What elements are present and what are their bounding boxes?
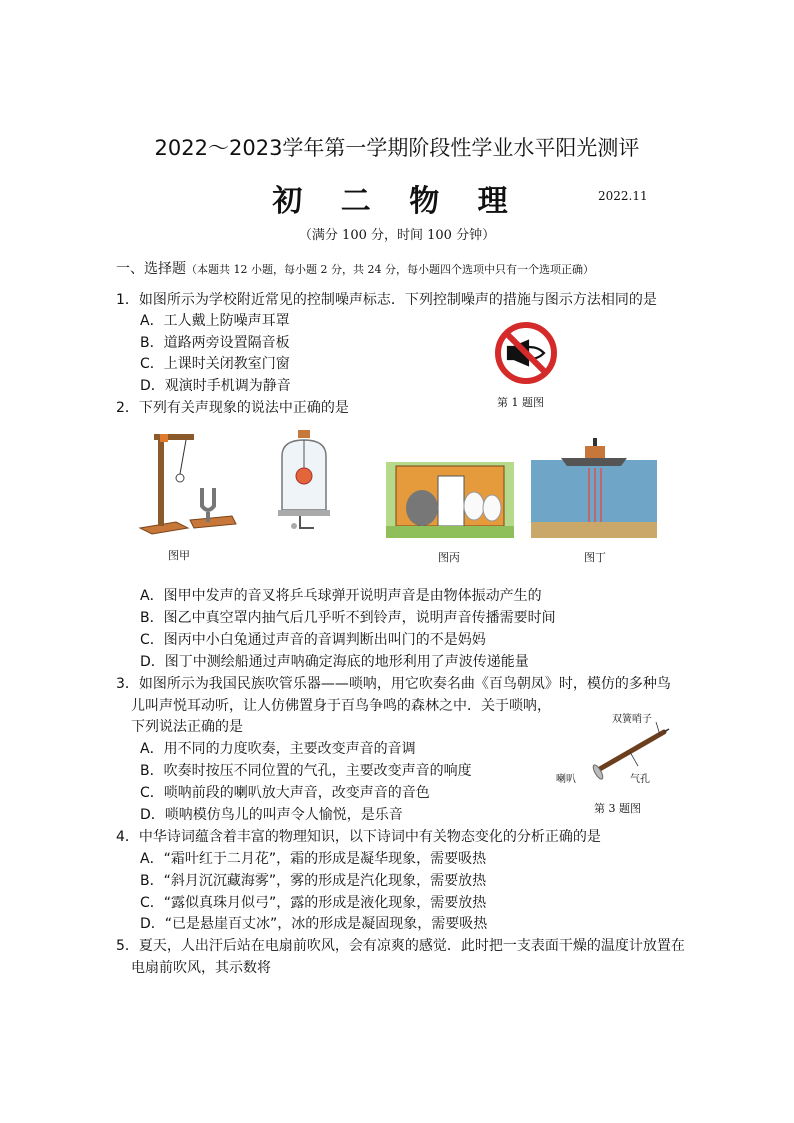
q1-option-a: A．工人戴上防噪声耳罩 <box>140 313 290 329</box>
subject-title: 初 二 物 理 <box>272 184 522 219</box>
q5-stem-line2: 电扇前吹风，其示数将 <box>131 960 271 976</box>
q3-stem-line2: 儿叫声悦耳动听，让人仿佛置身于百鸟争鸣的森林之中．关于唢呐， <box>131 698 551 714</box>
q3-stem-line1: 3．如图所示为我国民族吹管乐器——唢呐，用它吹奏名曲《百鸟朝凤》时，模仿的多种鸟 <box>116 676 671 692</box>
q2-option-a: A．图甲中发声的音叉将乒乓球弹开说明声音是由物体振动产生的 <box>140 588 542 604</box>
q1-option-b: B．道路两旁设置隔音板 <box>140 335 290 351</box>
section-heading <box>116 258 594 278</box>
q1-figure-caption: 第 1 题图 <box>497 396 544 409</box>
q3-option-a: A．用不同的力度吹奏，主要改变声音的音调 <box>140 741 416 757</box>
q3-label-holes: 气孔 <box>630 774 650 785</box>
section-note: （本题共 12 小题，每小题 2 分，共 24 分，每小题四个选项中只有一个选项正确） <box>186 263 594 276</box>
exam-title: 2022～2023学年第一学期阶段性学业水平阳光测评 <box>154 136 640 160</box>
q1-option-c: C．上课时关闭教室门窗 <box>140 356 290 372</box>
q2-caption-bing: 图丙 <box>438 551 460 564</box>
q3-label-reed: 双簧哨子 <box>612 714 652 725</box>
q3-figure-caption: 第 3 题图 <box>594 802 641 815</box>
q3-option-d: D．唢呐模仿鸟儿的叫声令人愉悦，是乐音 <box>140 807 403 823</box>
score-time-note: （满分 100 分，时间 100 分钟） <box>298 228 496 243</box>
q4-option-d: D．“已是悬崖百丈冰”，冰的形成是凝固现象，需要吸热 <box>140 916 488 932</box>
q2-option-c: C．图丙中小白兔通过声音的音调判断出叫门的不是妈妈 <box>140 632 486 648</box>
q1-stem: 1．如图所示为学校附近常见的控制噪声标志．下列控制噪声的措施与图示方法相同的是 <box>116 292 657 308</box>
q3-label-horn: 喇叭 <box>556 774 576 785</box>
cartoon-rabbit-door-figure <box>386 462 514 538</box>
q3-option-b: B．吹奏时按压不同位置的气孔，主要改变声音的响度 <box>140 763 472 779</box>
q3-stem-line3: 下列说法正确的是 <box>131 719 243 735</box>
q3-option-c: C．唢呐前段的喇叭放大声音，改变声音的音色 <box>140 785 430 801</box>
q2-option-d: D．图丁中测绘船通过声呐确定海底的地形利用了声波传递能量 <box>140 654 529 670</box>
q4-option-c: C．“露似真珠月似弓”，露的形成是液化现象，需要放热 <box>140 895 487 911</box>
q2-caption-ding: 图丁 <box>584 551 606 564</box>
q2-stem: 2．下列有关声现象的说法中正确的是 <box>116 400 349 416</box>
q5-stem-line1: 5．夏天，人出汗后站在电扇前吹风，会有凉爽的感觉．此时把一支表面干燥的温度计放置在 <box>116 938 685 954</box>
q4-option-b: B．“斜月沉沉藏海雾”，雾的形成是汽化现象，需要放热 <box>140 873 487 889</box>
bell-jar-figure <box>274 426 334 536</box>
q2-caption-jia: 图甲 <box>168 549 190 562</box>
q2-option-b: B．图乙中真空罩内抽气后几乎听不到铃声，说明声音传播需要时间 <box>140 610 556 626</box>
q1-option-d: D．观演时手机调为静音 <box>140 378 291 394</box>
sonar-ship-figure <box>531 434 657 538</box>
q4-stem: 4．中华诗词蕴含着丰富的物理知识，以下诗词中有关物态变化的分析正确的是 <box>116 829 601 845</box>
q4-option-a: A．“霜叶红于二月花”，霜的形成是凝华现象，需要吸热 <box>140 851 487 867</box>
section-label: 一、选择题 <box>116 261 186 277</box>
tuning-fork-pendulum-figure <box>136 428 236 538</box>
no-horn-sign-icon <box>494 321 558 385</box>
exam-date: 2022.11 <box>598 189 648 203</box>
